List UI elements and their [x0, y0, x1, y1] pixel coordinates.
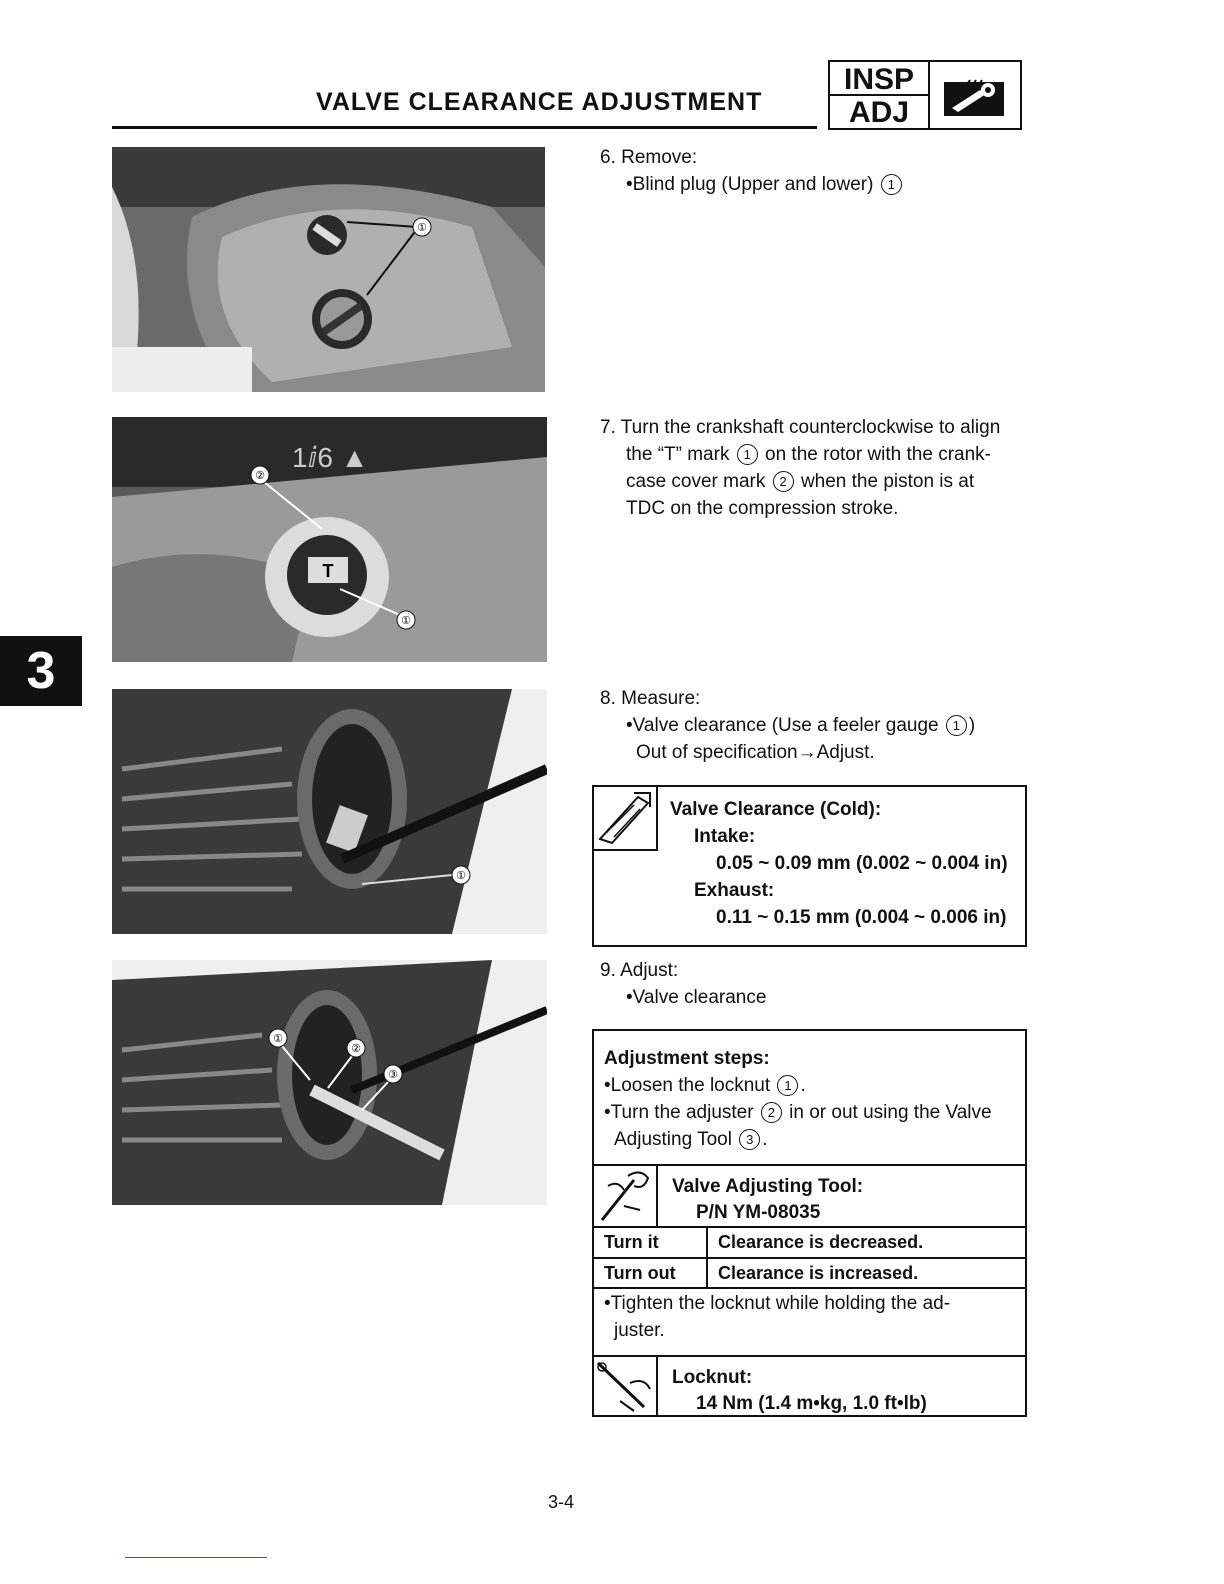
adjust-b2-pre: •Turn the adjuster	[604, 1102, 754, 1123]
page-title: VALVE CLEARANCE ADJUSTMENT	[316, 88, 763, 116]
wrench-icon	[930, 62, 1020, 128]
adjust-b2-post: in or out using the Valve	[789, 1102, 992, 1123]
adjust-bullet-2	[604, 1099, 992, 1126]
svg-text:1ⅈ6 ▲: 1ⅈ6 ▲	[292, 442, 369, 473]
adjust-title-text: Adjustment steps:	[604, 1048, 770, 1069]
header-rule	[112, 126, 817, 129]
adjust-b1-post: .	[800, 1075, 806, 1096]
table-row	[594, 1258, 1025, 1288]
feeler-gauge-icon	[594, 787, 658, 851]
section-badge	[828, 60, 1022, 130]
adjust-bullet-1	[604, 1072, 806, 1099]
table-cell-action: Turn out	[594, 1258, 707, 1288]
ref-circle: 1	[946, 715, 967, 736]
step-7	[600, 414, 1030, 522]
adjust-b1-pre: •Loosen the locknut	[604, 1075, 771, 1096]
badge-insp: INSP	[830, 62, 930, 96]
table-row	[594, 1227, 1025, 1258]
step-6-line1: •Blind plug (Upper and lower)	[626, 174, 874, 195]
step-8	[600, 685, 975, 766]
step-6-heading: 6. Remove:	[600, 147, 698, 168]
ref-circle: 1	[737, 444, 758, 465]
tool-pn: P/N YM-08035	[696, 1202, 821, 1223]
adjust-bullet-2-cont	[614, 1126, 768, 1153]
spec-intake-value: 0.05 ~ 0.09 mm (0.002 ~ 0.004 in)	[716, 853, 1008, 874]
step-7-line3-post: when the piston is at	[800, 471, 975, 492]
spec-exhaust-value: 0.11 ~ 0.15 mm (0.004 ~ 0.006 in)	[716, 907, 1007, 928]
spec-exhaust-label: Exhaust:	[694, 880, 775, 901]
photo3-marker: ①	[456, 870, 466, 882]
tool-title: Valve Adjusting Tool:	[672, 1176, 864, 1197]
step-8-heading: 8. Measure:	[600, 688, 701, 709]
ref-circle: 3	[739, 1129, 760, 1150]
page-number: 3-4	[548, 1492, 575, 1512]
step-9-heading: 9. Adjust:	[600, 960, 679, 981]
badge-adj: ADJ	[830, 96, 930, 130]
table-cell-action: Turn it	[594, 1227, 707, 1258]
photo-timing-mark	[112, 417, 547, 662]
adjust-b3-post: .	[762, 1129, 768, 1150]
footer-rule	[125, 1557, 267, 1558]
timing-t-mark: T	[322, 561, 334, 581]
adjust-b3-pre: Adjusting Tool	[614, 1129, 732, 1150]
ref-circle: 1	[881, 174, 902, 195]
step-8-line2: Out of specification→Adjust.	[636, 742, 875, 763]
tighten-line2: juster.	[614, 1320, 665, 1341]
tool-subbox	[594, 1164, 1025, 1226]
adjustment-steps-box	[592, 1029, 1027, 1417]
step-9	[600, 957, 766, 1011]
photo2-marker-2: ②	[255, 470, 265, 482]
step-8-line1: •Valve clearance (Use a feeler gauge	[626, 715, 939, 736]
adjust-title	[604, 1045, 770, 1072]
ref-circle: 1	[777, 1075, 798, 1096]
locknut-title: Locknut:	[672, 1367, 753, 1388]
turn-table	[594, 1226, 1025, 1288]
locknut-value: 14 Nm (1.4 m•kg, 1.0 ft•lb)	[696, 1393, 927, 1414]
tighten-line1: •Tighten the locknut while holding the ad-	[604, 1293, 951, 1314]
divider	[594, 1287, 1025, 1289]
photo-adjusting-tool	[112, 960, 547, 1205]
photo4-marker-3: ③	[388, 1069, 398, 1081]
photo1-marker: ①	[417, 222, 427, 234]
spec-title: Valve Clearance (Cold):	[670, 799, 882, 820]
photo-blind-plugs	[112, 147, 545, 392]
photo4-marker-1: ①	[273, 1033, 283, 1045]
step-7-line2-pre: the “T” mark	[626, 444, 730, 465]
adjusting-tool-icon	[594, 1166, 658, 1226]
step-7-line3-pre: case cover mark	[626, 471, 766, 492]
ref-circle: 2	[773, 471, 794, 492]
photo2-marker-1: ①	[401, 615, 411, 627]
locknut-subbox	[594, 1355, 1025, 1415]
spec-intake-label: Intake:	[694, 826, 756, 847]
step-7-line1: 7. Turn the crankshaft counterclockwise to align	[600, 417, 1001, 438]
table-cell-result: Clearance is decreased.	[707, 1227, 1025, 1258]
table-cell-result: Clearance is increased.	[707, 1258, 1025, 1288]
photo-feeler-gauge	[112, 689, 547, 934]
step-6	[600, 144, 904, 198]
step-9-line1: •Valve clearance	[626, 987, 767, 1008]
step-7-line4: TDC on the compression stroke.	[626, 498, 899, 519]
chapter-tab: 3	[0, 636, 82, 706]
photo4-marker-2: ②	[351, 1043, 361, 1055]
step-7-line2-post: on the rotor with the crank-	[765, 444, 992, 465]
valve-clearance-spec-box	[592, 785, 1027, 947]
torque-wrench-icon	[594, 1357, 658, 1417]
step-8-line1-end: )	[968, 715, 976, 736]
ref-circle: 2	[761, 1102, 782, 1123]
